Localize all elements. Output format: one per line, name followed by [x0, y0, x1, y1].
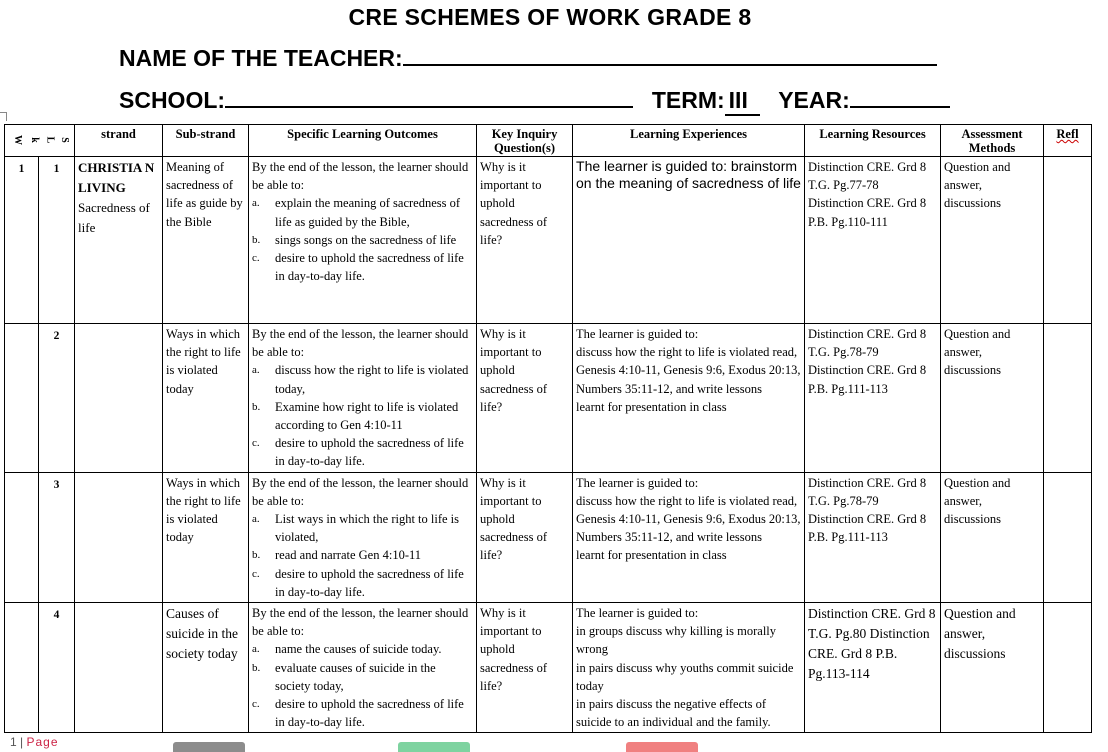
header-lexp: Learning Experiences [573, 125, 805, 157]
slo-intro: By the end of the lesson, the learner should be able to: [252, 327, 469, 360]
assess-cell: Question and answer, discussions [941, 157, 1044, 324]
lexp-line: The learner is guided to: [576, 327, 699, 341]
strand-cell [75, 157, 163, 324]
slo-item: desire to uphold the sacredness of life in day-to-day life. [275, 697, 464, 730]
assess-cell: Question and answer, discussions [941, 472, 1044, 602]
slo-cell [249, 324, 477, 473]
slo-cell [249, 603, 477, 733]
toolbar-tab-gray[interactable] [173, 742, 245, 752]
header-lres: Learning Resources [805, 125, 941, 157]
header-kiq: Key Inquiry Question(s) [477, 125, 573, 157]
slo-item: name the causes of suicide today. [275, 642, 442, 657]
substrand-cell: Meaning of sacredness of life as guide by the Bible [163, 157, 249, 324]
slo-item: desire to uphold the sacredness of life in day-to-day life. [275, 251, 464, 284]
slo-cell [249, 157, 477, 324]
margin-marker [0, 112, 7, 121]
header-substrand: Sub-strand [163, 125, 249, 157]
header-w: W [12, 135, 24, 145]
teacher-name-line [403, 46, 937, 66]
lexp-cell: The learner is guided to: brainstorm on the meaning of sacredness of life [573, 157, 805, 324]
kiq-cell: Why is it important to uphold sacredness of life? [477, 157, 573, 324]
header-strand: strand [75, 125, 163, 157]
slo-item: read and narrate Gen 4:10-11 [275, 548, 422, 563]
kiq-cell: Why is it important to uphold sacredness of life? [477, 324, 573, 473]
refl-cell [1044, 472, 1092, 602]
slo-item: evaluate causes of suicide in the society today, [275, 660, 436, 693]
lesson-cell: 3 [39, 472, 75, 602]
kiq-cell: Why is it important to uphold sacredness of life? [477, 472, 573, 602]
year-label: YEAR: [778, 87, 850, 113]
header-refl: Refl [1044, 125, 1092, 157]
header-slo: Specific Learning Outcomes [249, 125, 477, 157]
lres-cell: Distinction CRE. Grd 8 T.G. Pg.77-78 Distinction CRE. Grd 8 P.B. Pg.110-111 [805, 157, 941, 324]
substrand-cell: Causes of suicide in the society today [163, 603, 249, 733]
strand-cell [75, 472, 163, 602]
slo-item: Examine how right to life is violated according to Gen 4:10-11 [275, 399, 459, 433]
kiq-cell: Why is it important to uphold sacredness of life? [477, 603, 573, 733]
strand-main: CHRISTIA N LIVING [78, 160, 155, 195]
header-l: L [43, 136, 55, 144]
lexp-cell [573, 472, 805, 602]
slo-item: desire to uphold the sacredness of life in day-to-day life. [275, 436, 464, 469]
school-label: SCHOOL: [119, 87, 226, 113]
refl-cell [1044, 324, 1092, 473]
week-cell [5, 324, 39, 473]
slo-cell [249, 472, 477, 602]
week-cell [5, 603, 39, 733]
slo-item: desire to uphold the sacredness of life in day-to-day life. [275, 566, 464, 599]
assess-cell: Question and answer, discussions [941, 324, 1044, 473]
refl-cell [1044, 603, 1092, 733]
school-term-year-field [119, 87, 950, 116]
page-word: Page [26, 735, 59, 749]
lesson-cell: 1 [39, 157, 75, 324]
lexp-cell [573, 324, 805, 473]
term-value: III [725, 87, 760, 116]
header-s: S [58, 137, 70, 143]
week-cell [5, 472, 39, 602]
slo-list [252, 194, 473, 285]
substrand-cell: Ways in which the right to life is violated today [163, 324, 249, 473]
teacher-label: NAME OF THE TEACHER: [119, 45, 403, 71]
table-row [5, 603, 1092, 733]
strand-cell [75, 324, 163, 473]
slo-item: sings songs on the sacredness of life [275, 232, 457, 247]
lexp-line: learnt for presentation in class [576, 399, 727, 414]
toolbar-tab-green[interactable] [398, 742, 470, 752]
document-title: CRE SCHEMES OF WORK GRADE 8 [348, 4, 752, 30]
slo-item: explain the meaning of sacredness of life as guided by the Bible, [275, 196, 461, 229]
lexp-line: discuss how the right to life is violated read, Genesis 4:10-11, Genesis 9:6, Exodus 20:13, Numbers 35:11-12, and write lessons [576, 493, 801, 545]
substrand-cell: Ways in which the right to life is violated today [163, 472, 249, 602]
slo-list [252, 361, 473, 470]
toolbar-tab-red[interactable] [626, 742, 698, 752]
table-row [5, 324, 1092, 473]
week-cell: 1 [5, 157, 39, 324]
lexp-line: learnt for presentation in class [576, 548, 727, 563]
page-footer: 1 | Page [10, 735, 59, 749]
slo-intro: By the end of the lesson, the learner should be able to: [252, 475, 469, 508]
lres-cell: Distinction CRE. Grd 8 T.G. Pg.80 Distinction CRE. Grd 8 P.B. Pg.113-114 [805, 603, 941, 733]
header-assess: Assessment Methods [941, 125, 1044, 157]
slo-list [252, 510, 473, 601]
slo-item: List ways in which the right to life is violated, [275, 512, 460, 545]
assess-cell: Question and answer, discussions [941, 603, 1044, 733]
strand-cell [75, 603, 163, 733]
year-line [850, 88, 950, 108]
table-row [5, 157, 1092, 324]
table-row [5, 472, 1092, 602]
schemes-table [4, 124, 1092, 733]
lexp-line: in pairs discuss why youths commit suicide today [576, 660, 794, 693]
lexp-line: The learner is guided to: [576, 475, 699, 490]
lexp-line: in pairs discuss the negative effects of suicide to an individual and the family. [576, 697, 771, 730]
page-number: 1 [10, 735, 17, 749]
header-wks [5, 125, 75, 157]
lres-cell: Distinction CRE. Grd 8 T.G. Pg.78-79 Distinction CRE. Grd 8 P.B. Pg.111-113 [805, 324, 941, 473]
slo-list [252, 640, 473, 731]
teacher-name-field [119, 45, 937, 72]
school-line [225, 88, 633, 108]
term-label: TERM: [651, 87, 725, 113]
header-row [5, 125, 1092, 157]
lexp-line: in groups discuss why killing is morally wrong [576, 624, 777, 657]
lres-cell: Distinction CRE. Grd 8 T.G. Pg.78-79 Distinction CRE. Grd 8 P.B. Pg.111-113 [805, 472, 941, 602]
slo-intro: By the end of the lesson, the learner should be able to: [252, 606, 469, 639]
lexp-cell [573, 603, 805, 733]
lesson-cell: 4 [39, 603, 75, 733]
header-k: k [28, 137, 40, 143]
lexp-line: The learner is guided to: [576, 606, 699, 621]
slo-intro: By the end of the lesson, the learner should be able to: [252, 160, 469, 193]
refl-cell [1044, 157, 1092, 324]
lesson-cell: 2 [39, 324, 75, 473]
strand-sub: Sacredness of life [78, 200, 150, 235]
slo-item: discuss how the right to life is violated today, [275, 363, 469, 396]
lexp-line: discuss how the right to life is violated read, Genesis 4:10-11, Genesis 9:6, Exodus 20:13, Numbers 35:11-12, and write lessons [576, 345, 801, 396]
